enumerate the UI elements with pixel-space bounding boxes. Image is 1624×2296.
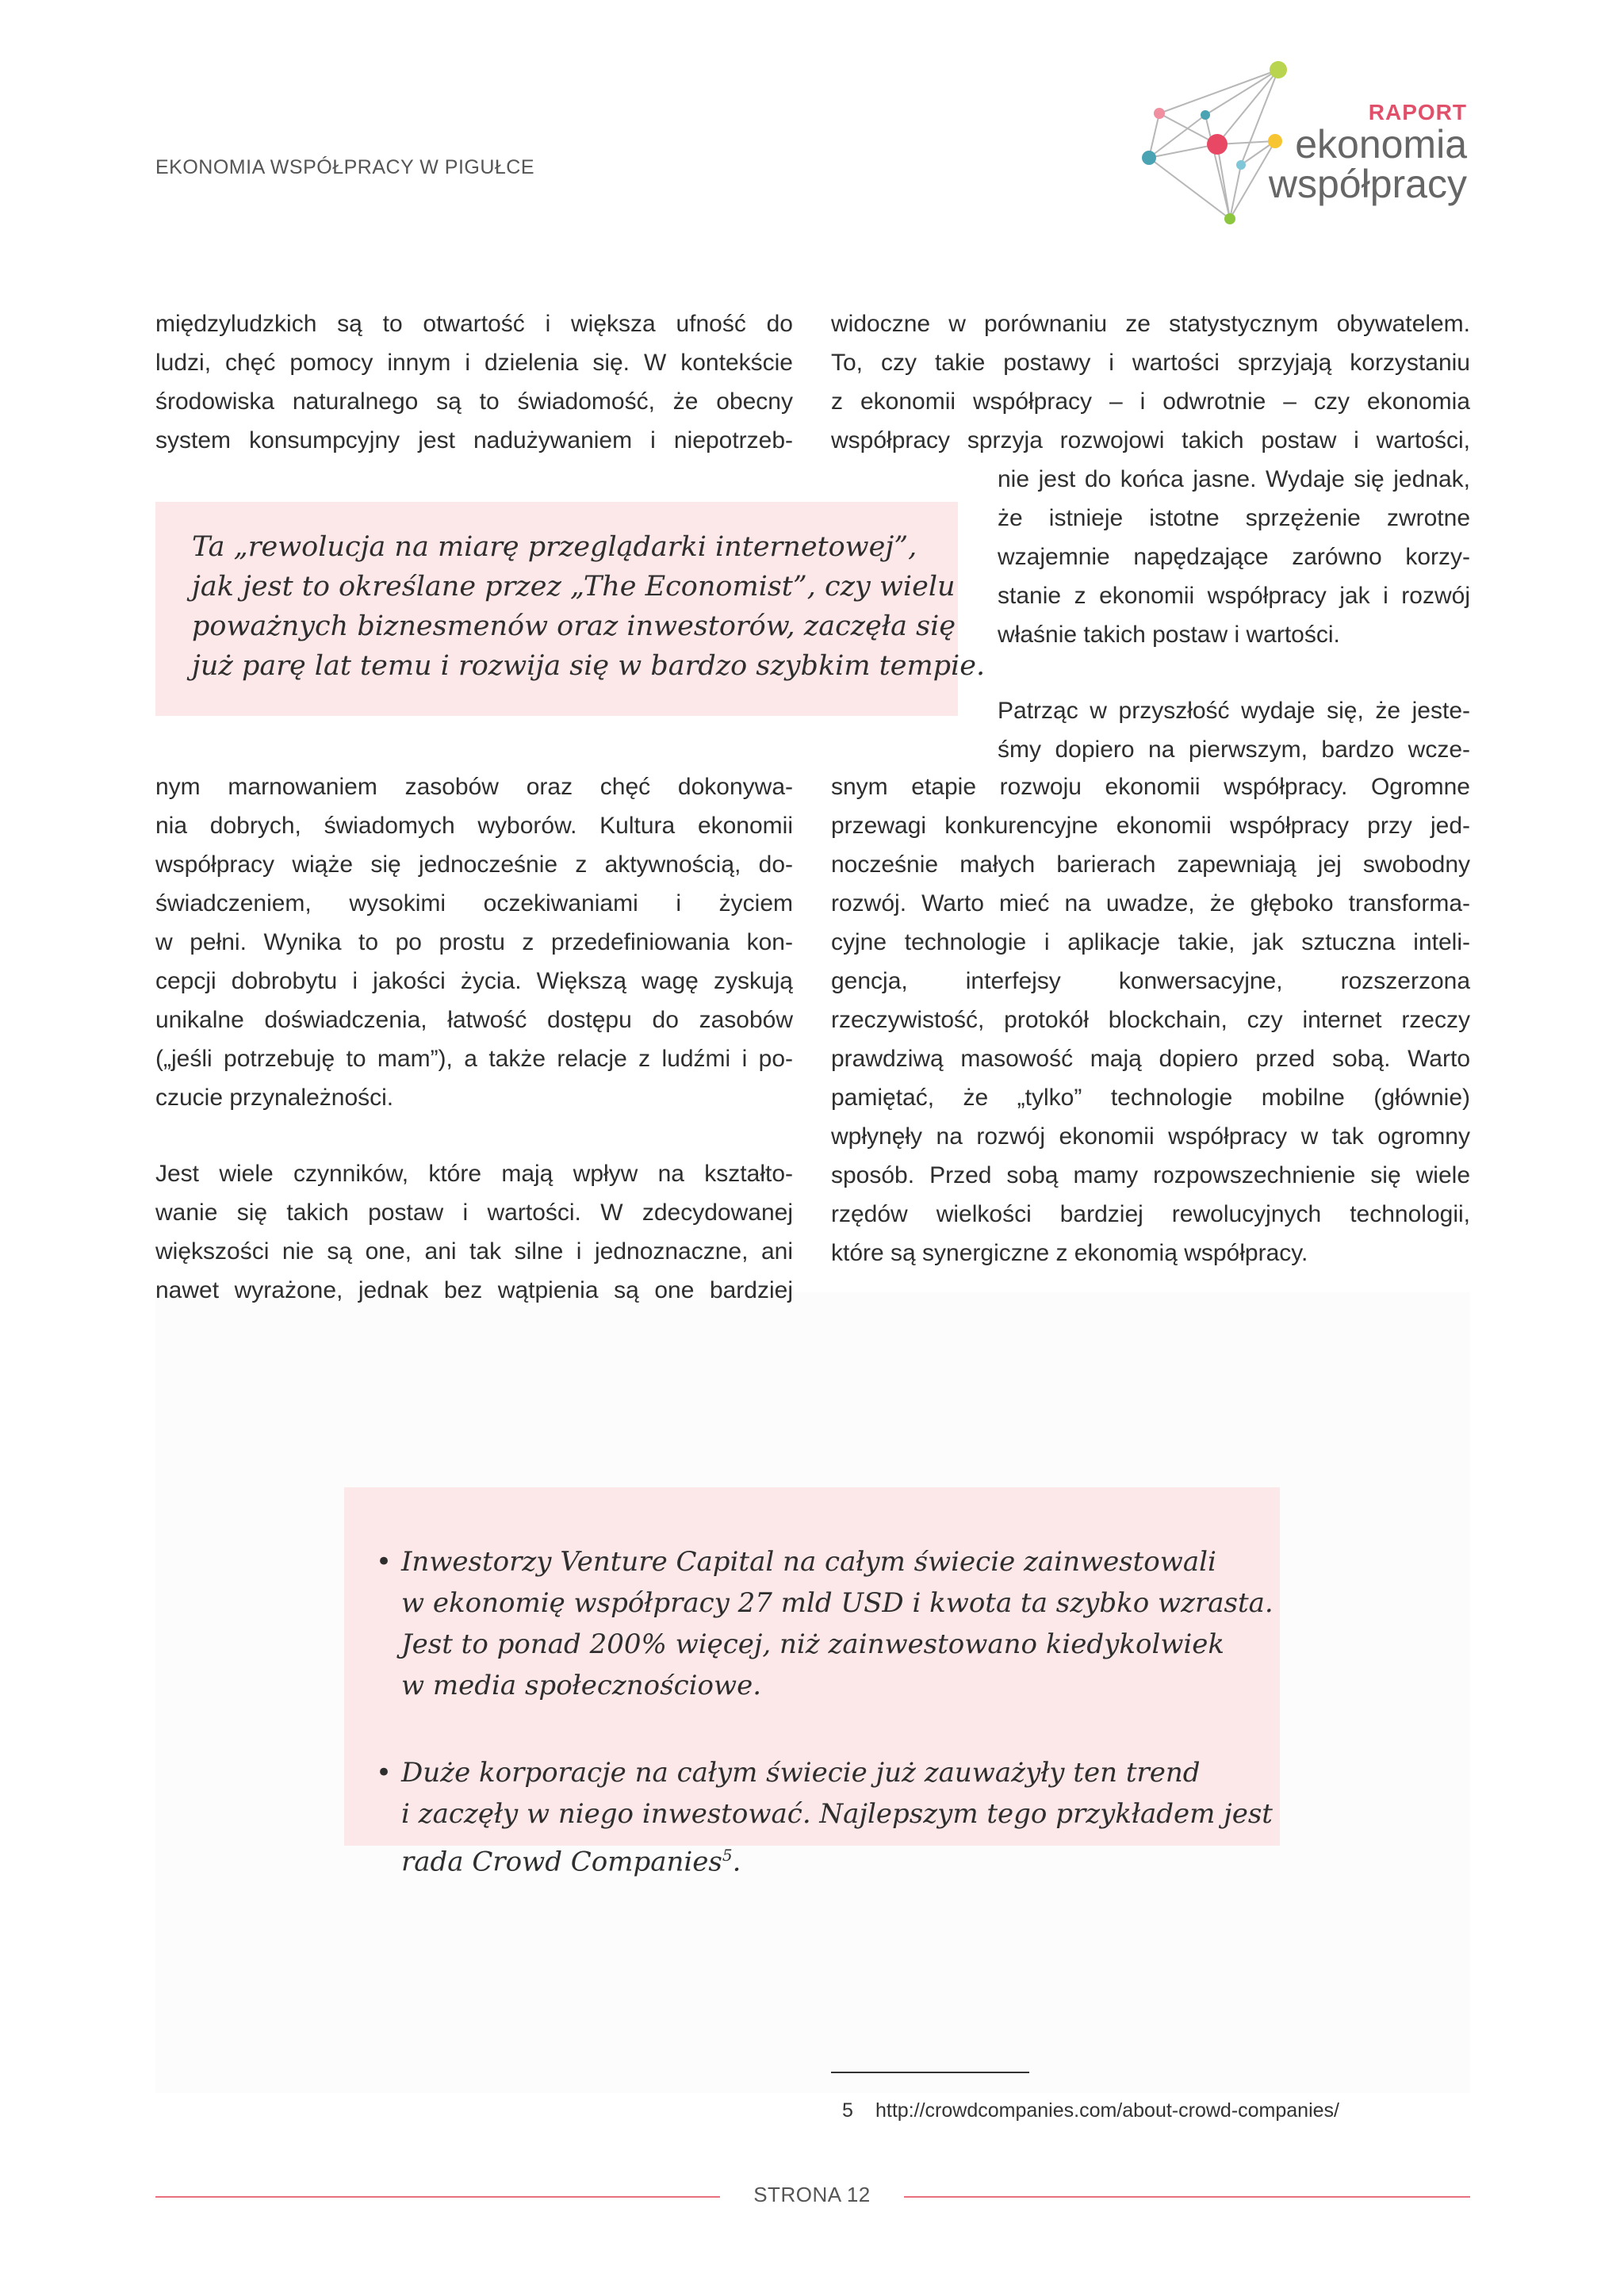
logo-wordmark-line1: ekonomia <box>1295 122 1467 166</box>
text-line: nia dobrych, świadomych wyborów. Kultura ekonomii <box>155 813 793 839</box>
right-column-main <box>831 767 1470 1272</box>
fact-line-text: rada Crowd Companies <box>401 1846 722 1878</box>
footnote-link[interactable]: http://crowdcompanies.com/about-crowd-companies/ <box>875 2099 1339 2122</box>
text-line: współpracy sprzyja rozwojowi takich postaw i wartości, <box>831 427 1470 453</box>
quote-line: poważnych biznesmenów oraz inwestorów, zaczęła się <box>192 610 956 642</box>
text-line: międzyludzkich są to otwartość i większa ufność do <box>155 311 793 337</box>
text-line: czucie przynależności. <box>155 1085 394 1111</box>
text-line: Patrząc w przyszłość wydaje się, że jeste- <box>998 698 1470 724</box>
text-line: w pełni. Wynika to po prostu z przedefiniowania kon- <box>155 929 793 955</box>
text-line: współpracy wiąże się jednocześnie z aktywnością, do- <box>155 851 793 878</box>
right-column-wrap-2 <box>998 691 1470 769</box>
text-line: cepcji dobrobytu i jakości życia. Większą wagę zyskują <box>155 968 793 994</box>
left-column-bottom <box>155 1154 793 1310</box>
text-line: widoczne w porównaniu ze statystycznym obywatelem. <box>831 311 1470 337</box>
fact-line: i zaczęły w niego inwestować. Najlepszym tego przykładem jest <box>401 1798 1273 1830</box>
text-line: śmy dopiero na pierwszym, bardzo wcze- <box>998 737 1470 763</box>
right-column-top <box>831 304 1470 460</box>
left-column-middle <box>155 767 793 1117</box>
footer-rule-right <box>904 2196 1470 2198</box>
text-line: system konsumpcyjny jest nadużywaniem i niepotrzeb- <box>155 427 793 453</box>
text-line: sposób. Przed sobą mamy rozpowszechnienie się wiele <box>831 1162 1470 1188</box>
text-line: gencja, interfejsy konwersacyjne, rozszerzona <box>831 968 1470 994</box>
text-line: stanie z ekonomii współpracy jak i rozwój <box>998 583 1470 609</box>
text-line: z ekonomii współpracy – i odwrotnie – czy ekonomia <box>831 388 1470 415</box>
fact-item <box>376 1541 1274 1706</box>
pull-quote <box>192 527 986 686</box>
text-line: pamiętać, że „tylko” technologie mobilne (głównie) <box>831 1085 1470 1111</box>
fact-line-end: . <box>732 1846 741 1878</box>
text-line: świadczeniem, wysokimi oczekiwaniami i życiem <box>155 890 793 916</box>
text-line: rozwój. Warto mieć na uwadze, że głęboko transforma- <box>831 890 1470 916</box>
text-line: nym marnowaniem zasobów oraz chęć dokonywa- <box>155 774 793 800</box>
facts-highlight-box <box>344 1487 1280 1878</box>
fact-line <box>401 1835 1242 1882</box>
bullet-icon: • <box>376 1546 393 1578</box>
text-line: wzajemnie napędzające zarówno korzy- <box>998 544 1470 570</box>
quote-line: Ta „rewolucja na miarę przeglądarki internetowej”, <box>192 531 917 563</box>
footnote-rule <box>831 2072 1029 2073</box>
fact-line: Inwestorzy Venture Capital na całym świecie zainwestowali <box>401 1546 1216 1578</box>
text-line: snym etapie rozwoju ekonomii współpracy. Ogromne <box>831 774 1470 800</box>
footnote-number: 5 <box>842 2099 853 2122</box>
fact-line: Duże korporacje na całym świecie już zauważyły ten trend <box>401 1757 1201 1789</box>
text-line: ludzi, chęć pomocy innym i dzielenia się. W kontekście <box>155 350 793 376</box>
fact-line: Jest to ponad 200% więcej, niż zainwestowano kiedykolwiek <box>401 1628 1225 1660</box>
text-line: nawet wyrażone, jednak bez wątpienia są one bardziej <box>155 1277 793 1303</box>
footer-rule-left <box>155 2196 720 2198</box>
text-line: nocześnie małych barierach zapewniają jej swobodny <box>831 851 1470 878</box>
text-line: większości nie są one, ani tak silne i jednoznaczne, ani <box>155 1238 793 1265</box>
text-line: Jest wiele czynników, które mają wpływ na kształto- <box>155 1161 793 1187</box>
text-line: unikalne doświadczenia, łatwość dostępu do zasobów <box>155 1007 793 1033</box>
text-line: wanie się takich postaw i wartości. W zdecydowanej <box>155 1200 793 1226</box>
text-line: rzędów wielkości bardziej rewolucyjnych technologii, <box>831 1201 1470 1227</box>
footnote <box>842 2099 1339 2122</box>
text-line: To, czy takie postawy i wartości sprzyjają korzystaniu <box>831 350 1470 376</box>
text-line: właśnie takich postaw i wartości. <box>998 622 1340 648</box>
text-line: że istnieje istotne sprzężenie zwrotne <box>998 505 1470 531</box>
left-column-top <box>155 304 793 460</box>
text-line: prawdziwą masowość mają dopiero przed sobą. Warto <box>831 1046 1470 1072</box>
fact-line: w ekonomię współpracy 27 mld USD i kwota ta szybko wzrasta. <box>401 1587 1274 1619</box>
quote-line: jak jest to określane przez „The Economist”, czy wielu <box>192 571 956 603</box>
fact-item <box>376 1752 1273 1882</box>
text-line: rzeczywistość, protokół blockchain, czy internet rzeczy <box>831 1007 1470 1033</box>
text-line: cyjne technologie i aplikacje takie, jak sztuczna inteli- <box>831 929 1470 955</box>
fact-line: w media społecznościowe. <box>401 1670 762 1701</box>
page-number: STRONA 12 <box>753 2183 871 2206</box>
text-line: które są synergiczne z ekonomią współpracy. <box>831 1240 1308 1266</box>
right-column-wrap <box>998 460 1470 654</box>
footnote-reference[interactable]: 5 <box>722 1846 733 1865</box>
bullet-icon: • <box>376 1757 393 1789</box>
quote-line: już parę lat temu i rozwija się w bardzo szybkim tempie. <box>192 650 986 682</box>
running-header: EKONOMIA WSPÓŁPRACY W PIGUŁCE <box>155 156 535 178</box>
text-line: („jeśli potrzebuję to mam”), a także relacje z ludźmi i po- <box>155 1046 793 1072</box>
pull-quote-box <box>155 502 986 716</box>
text-line: nie jest do końca jasne. Wydaje się jednak, <box>998 466 1470 492</box>
text-line: środowiska naturalnego są to świadomość, że obecny <box>155 388 793 415</box>
text-line: wpłynęły na rozwój ekonomii współpracy w tak ogromny <box>831 1123 1470 1150</box>
logo-wordmark-line2: współpracy <box>1268 162 1467 206</box>
logo-raport-label: RAPORT <box>1368 100 1467 124</box>
text-line: przewagi konkurencyjne ekonomii współpracy przy jed- <box>831 813 1470 839</box>
